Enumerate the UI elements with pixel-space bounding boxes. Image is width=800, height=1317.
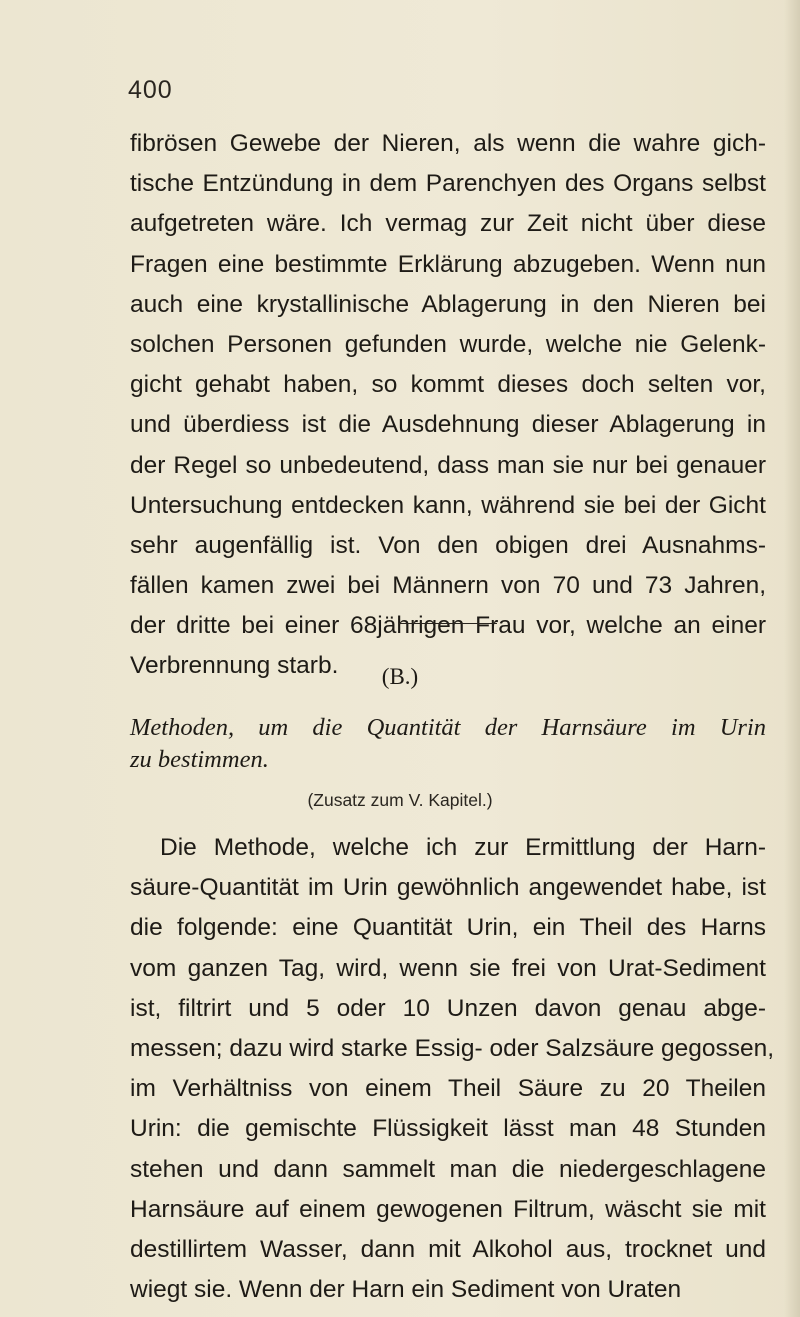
- heading-line: zu bestimmen.: [130, 746, 269, 773]
- text-line: gicht gehabt haben, so kommt dieses doch selten vor,: [130, 371, 766, 399]
- paragraph-2: [130, 828, 775, 1310]
- text-line: Harnsäure auf einem gewogenen Filtrum, wäscht sie mit: [130, 1195, 766, 1223]
- text-line: im Verhältniss von einem Theil Säure zu 20 Theilen: [130, 1075, 766, 1103]
- text-line: säure-Quantität im Urin gewöhnlich angewendet habe, ist: [130, 874, 766, 902]
- text-line: auch eine krystallinische Ablagerung in den Nieren bei: [130, 290, 766, 318]
- paragraph-1: [130, 124, 766, 687]
- text-line: destillirtem Wasser, dann mit Alkohol aus, trocknet und: [130, 1235, 766, 1263]
- text-line: tische Entzündung in dem Parenchyen des Organs selbst: [130, 170, 766, 198]
- section-heading: [130, 712, 766, 776]
- text-line: solchen Personen gefunden wurde, welche nie Gelenk-: [130, 330, 766, 358]
- text-line: messen; dazu wird starke Essig- oder Salzsäure gegossen,: [130, 1034, 775, 1062]
- section-divider: [399, 623, 497, 624]
- text-line: Verbrennung starb.: [130, 652, 339, 680]
- page-number: 400: [128, 76, 173, 104]
- text-line: Die Methode, welche ich zur Ermittlung der Harn-: [160, 834, 766, 861]
- text-line: vom ganzen Tag, wird, wenn sie frei von Urat-Sediment: [130, 954, 766, 982]
- text-line: Urin: die gemischte Flüssigkeit lässt man 48 Stunden: [130, 1115, 766, 1143]
- section-note: (Zusatz zum V. Kapitel.): [307, 790, 493, 810]
- page-edge-shadow: [784, 0, 800, 1317]
- text-line: fällen kamen zwei bei Männern von 70 und 73 Jahren,: [130, 572, 766, 600]
- text-line: stehen und dann sammelt man die niedergeschlagene: [130, 1155, 766, 1183]
- text-line: Fragen eine bestimmte Erklärung abzugeben. Wenn nun: [130, 250, 766, 278]
- heading-line: Methoden, um die Quantität der Harnsäure im Urin: [130, 714, 766, 741]
- text-line: Untersuchung entdecken kann, während sie bei der Gicht: [130, 491, 766, 519]
- text-line: der Regel so unbedeutend, dass man sie nur bei genauer: [130, 451, 766, 479]
- text-line: aufgetreten wäre. Ich vermag zur Zeit nicht über diese: [130, 210, 766, 238]
- text-line: der dritte bei einer 68jährigen Frau vor, welche an einer: [130, 612, 766, 640]
- text-line: ist, filtrirt und 5 oder 10 Unzen davon genau abge-: [130, 994, 766, 1022]
- text-line: fibrösen Gewebe der Nieren, als wenn die wahre gich-: [130, 130, 766, 157]
- text-line: die folgende: eine Quantität Urin, ein Theil des Harns: [130, 914, 766, 942]
- text-line: und überdiess ist die Ausdehnung dieser Ablagerung in: [130, 411, 766, 439]
- section-mark: (B.): [381, 664, 419, 689]
- text-line: wiegt sie. Wenn der Harn ein Sediment von Uraten: [130, 1276, 682, 1304]
- text-line: sehr augenfällig ist. Von den obigen drei Ausnahms-: [130, 531, 766, 559]
